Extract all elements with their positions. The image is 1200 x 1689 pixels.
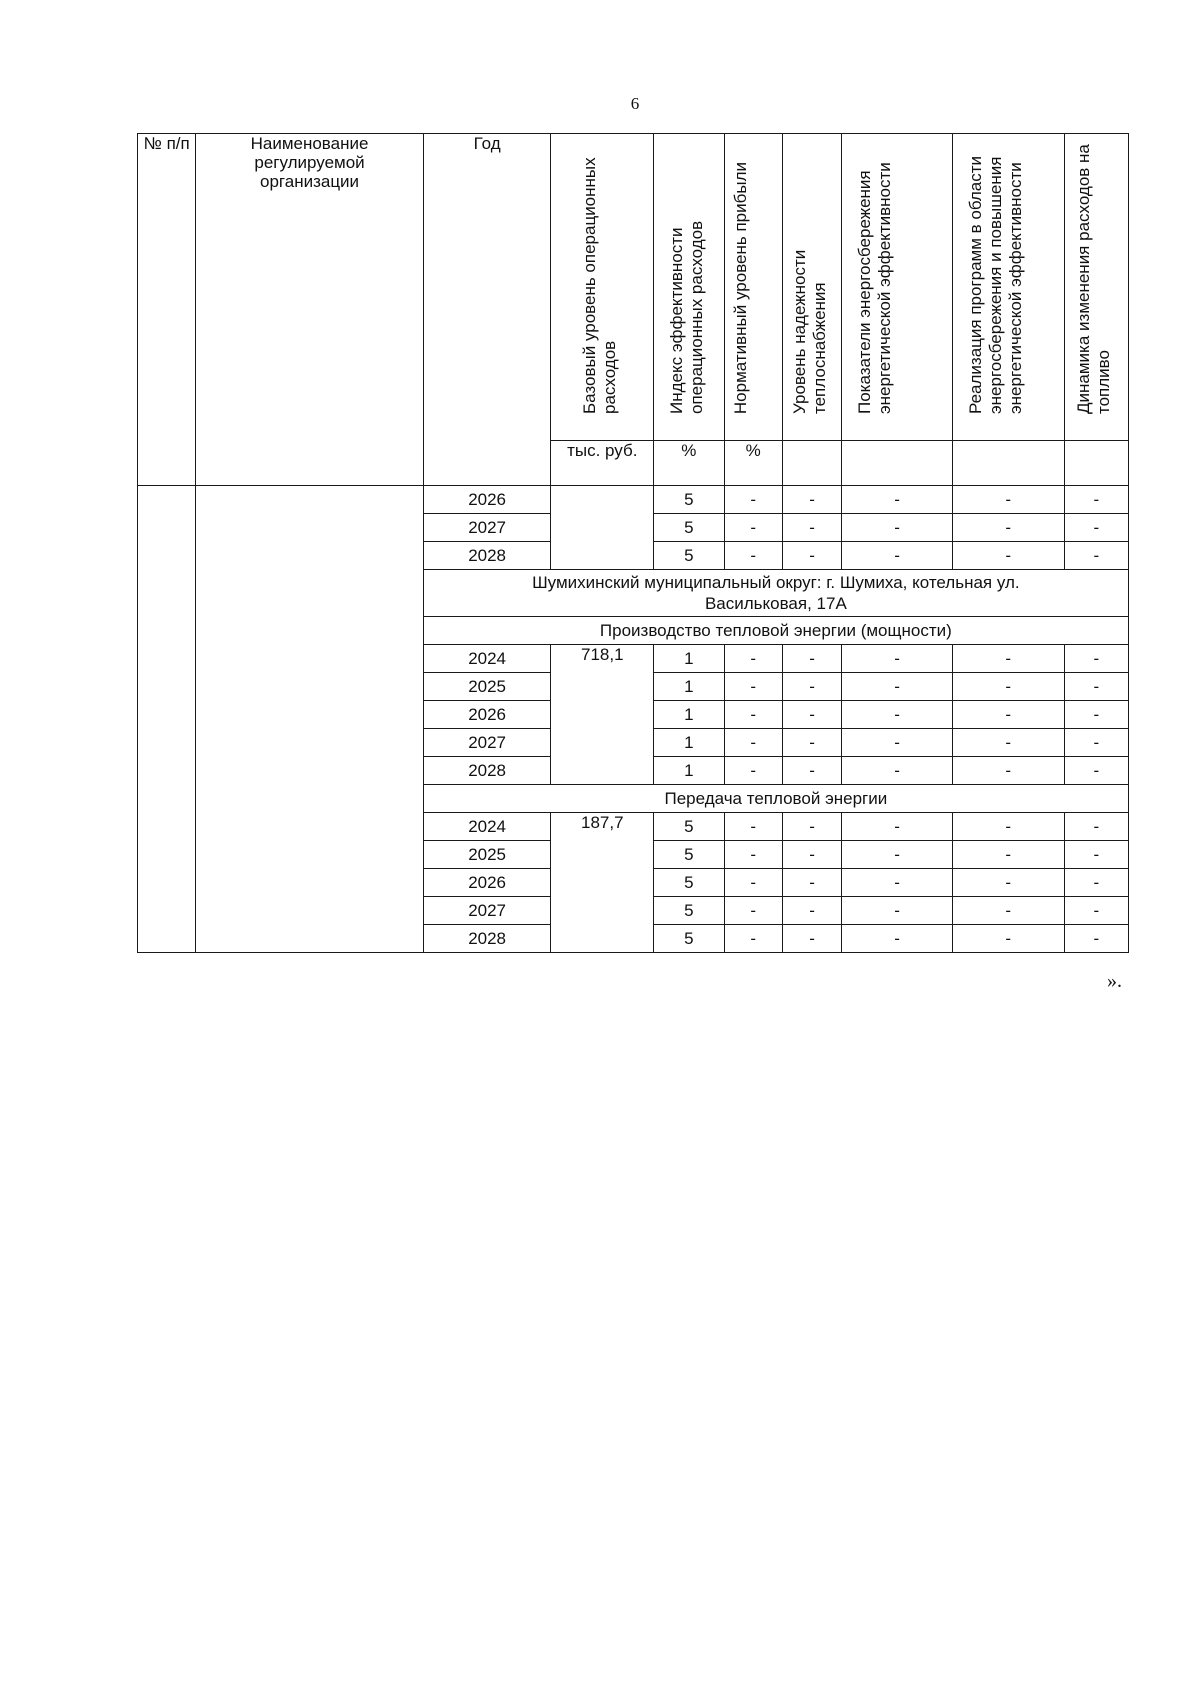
table-row [138, 486, 1129, 514]
profit-cell: - [724, 542, 782, 570]
profit-cell: - [724, 645, 782, 673]
year-cell: 2025 [423, 841, 551, 869]
profit-cell: - [724, 673, 782, 701]
reliability-cell: - [782, 486, 841, 514]
unit-profit-level: % [724, 441, 782, 486]
programs-cell: - [952, 486, 1064, 514]
num-cell [138, 486, 196, 953]
fuel-cell: - [1064, 542, 1128, 570]
fuel-cell: - [1064, 673, 1128, 701]
unit-fuel [1064, 441, 1128, 486]
index-cell: 5 [654, 925, 724, 953]
unit-energy [842, 441, 953, 486]
header-fuel-dynamics [1064, 134, 1128, 441]
base-level-cell: 187,7 [551, 813, 654, 953]
fuel-cell: - [1064, 757, 1128, 785]
index-cell: 1 [654, 757, 724, 785]
header-fuel-dynamics-text: Динамика изменения расходов на топливо [1074, 144, 1114, 414]
reliability-cell: - [782, 514, 841, 542]
year-cell: 2024 [423, 813, 551, 841]
fuel-cell: - [1064, 645, 1128, 673]
unit-reliability [782, 441, 841, 486]
profit-cell: - [724, 729, 782, 757]
energy-cell: - [842, 729, 953, 757]
unit-efficiency-index: % [654, 441, 724, 486]
profit-cell: - [724, 486, 782, 514]
index-cell: 5 [654, 486, 724, 514]
year-cell: 2028 [423, 925, 551, 953]
header-base-level [551, 134, 654, 441]
year-cell: 2027 [423, 514, 551, 542]
index-cell: 5 [654, 841, 724, 869]
year-cell: 2025 [423, 673, 551, 701]
fuel-cell: - [1064, 701, 1128, 729]
programs-cell: - [952, 757, 1064, 785]
energy-cell: - [842, 925, 953, 953]
programs-cell: - [952, 673, 1064, 701]
header-row [138, 134, 1129, 441]
energy-cell: - [842, 514, 953, 542]
header-programs [952, 134, 1064, 441]
energy-cell: - [842, 701, 953, 729]
index-cell: 5 [654, 813, 724, 841]
fuel-cell: - [1064, 841, 1128, 869]
energy-cell: - [842, 897, 953, 925]
programs-cell: - [952, 813, 1064, 841]
fuel-cell: - [1064, 514, 1128, 542]
programs-cell: - [952, 701, 1064, 729]
programs-cell: - [952, 542, 1064, 570]
header-base-level-text: Базовый уровень операционных расходов [580, 157, 620, 414]
profit-cell: - [724, 925, 782, 953]
index-cell: 1 [654, 645, 724, 673]
header-programs-text: Реализация программ в области энергосбережения и повышения энергетической эффективности [966, 156, 1026, 414]
energy-cell: - [842, 542, 953, 570]
energy-cell: - [842, 841, 953, 869]
energy-cell: - [842, 673, 953, 701]
reliability-cell: - [782, 729, 841, 757]
reliability-cell: - [782, 673, 841, 701]
fuel-cell: - [1064, 925, 1128, 953]
programs-cell: - [952, 841, 1064, 869]
reliability-cell: - [782, 813, 841, 841]
reliability-cell: - [782, 701, 841, 729]
reliability-cell: - [782, 645, 841, 673]
energy-cell: - [842, 757, 953, 785]
section-title-transfer: Передача тепловой энергии [423, 785, 1128, 813]
programs-cell: - [952, 925, 1064, 953]
reliability-cell: - [782, 841, 841, 869]
section-title-production: Производство тепловой энергии (мощности) [423, 617, 1128, 645]
fuel-cell: - [1064, 729, 1128, 757]
profit-cell: - [724, 841, 782, 869]
year-cell: 2027 [423, 729, 551, 757]
header-reliability-text: Уровень надежности теплоснабжения [790, 249, 830, 414]
header-org-text: Наименование регулируемой организации [250, 134, 369, 191]
programs-cell: - [952, 729, 1064, 757]
index-cell: 5 [654, 542, 724, 570]
header-reliability [782, 134, 841, 441]
fuel-cell: - [1064, 869, 1128, 897]
page-number: 6 [630, 94, 640, 113]
base-level-cell [551, 486, 654, 570]
index-cell: 5 [654, 514, 724, 542]
header-num: № п/п [138, 134, 196, 486]
programs-cell: - [952, 514, 1064, 542]
year-cell: 2026 [423, 486, 551, 514]
header-energy-indicators [842, 134, 953, 441]
index-cell: 1 [654, 701, 724, 729]
profit-cell: - [724, 813, 782, 841]
header-year: Год [423, 134, 551, 486]
reliability-cell: - [782, 869, 841, 897]
year-cell: 2028 [423, 542, 551, 570]
programs-cell: - [952, 869, 1064, 897]
header-energy-indicators-text: Показатели энергосбережения энергетической эффективности [855, 162, 895, 414]
index-cell: 5 [654, 869, 724, 897]
reliability-cell: - [782, 542, 841, 570]
energy-cell: - [842, 645, 953, 673]
year-cell: 2026 [423, 869, 551, 897]
energy-cell: - [842, 486, 953, 514]
header-efficiency-index [654, 134, 724, 441]
fuel-cell: - [1064, 897, 1128, 925]
indicators-table [137, 133, 1129, 953]
header-profit-level-text: Нормативный уровень прибыли [731, 161, 751, 414]
profit-cell: - [724, 757, 782, 785]
profit-cell: - [724, 514, 782, 542]
unit-base-level: тыс. руб. [551, 441, 654, 486]
closing-mark: ». [1107, 970, 1122, 992]
org-cell [196, 486, 423, 953]
energy-cell: - [842, 869, 953, 897]
fuel-cell: - [1064, 486, 1128, 514]
header-profit-level [724, 134, 782, 441]
fuel-cell: - [1064, 813, 1128, 841]
profit-cell: - [724, 897, 782, 925]
reliability-cell: - [782, 925, 841, 953]
base-level-cell: 718,1 [551, 645, 654, 785]
index-cell: 1 [654, 673, 724, 701]
profit-cell: - [724, 701, 782, 729]
year-cell: 2027 [423, 897, 551, 925]
energy-cell: - [842, 813, 953, 841]
programs-cell: - [952, 645, 1064, 673]
year-cell: 2024 [423, 645, 551, 673]
programs-cell: - [952, 897, 1064, 925]
header-org [196, 134, 423, 486]
unit-programs [952, 441, 1064, 486]
year-cell: 2028 [423, 757, 551, 785]
index-cell: 1 [654, 729, 724, 757]
org-title: Шумихинский муниципальный округ: г. Шумиха, котельная ул. Васильковая, 17А [423, 570, 1128, 617]
reliability-cell: - [782, 897, 841, 925]
year-cell: 2026 [423, 701, 551, 729]
reliability-cell: - [782, 757, 841, 785]
header-efficiency-index-text: Индекс эффективности операционных расходов [666, 220, 706, 414]
index-cell: 5 [654, 897, 724, 925]
profit-cell: - [724, 869, 782, 897]
